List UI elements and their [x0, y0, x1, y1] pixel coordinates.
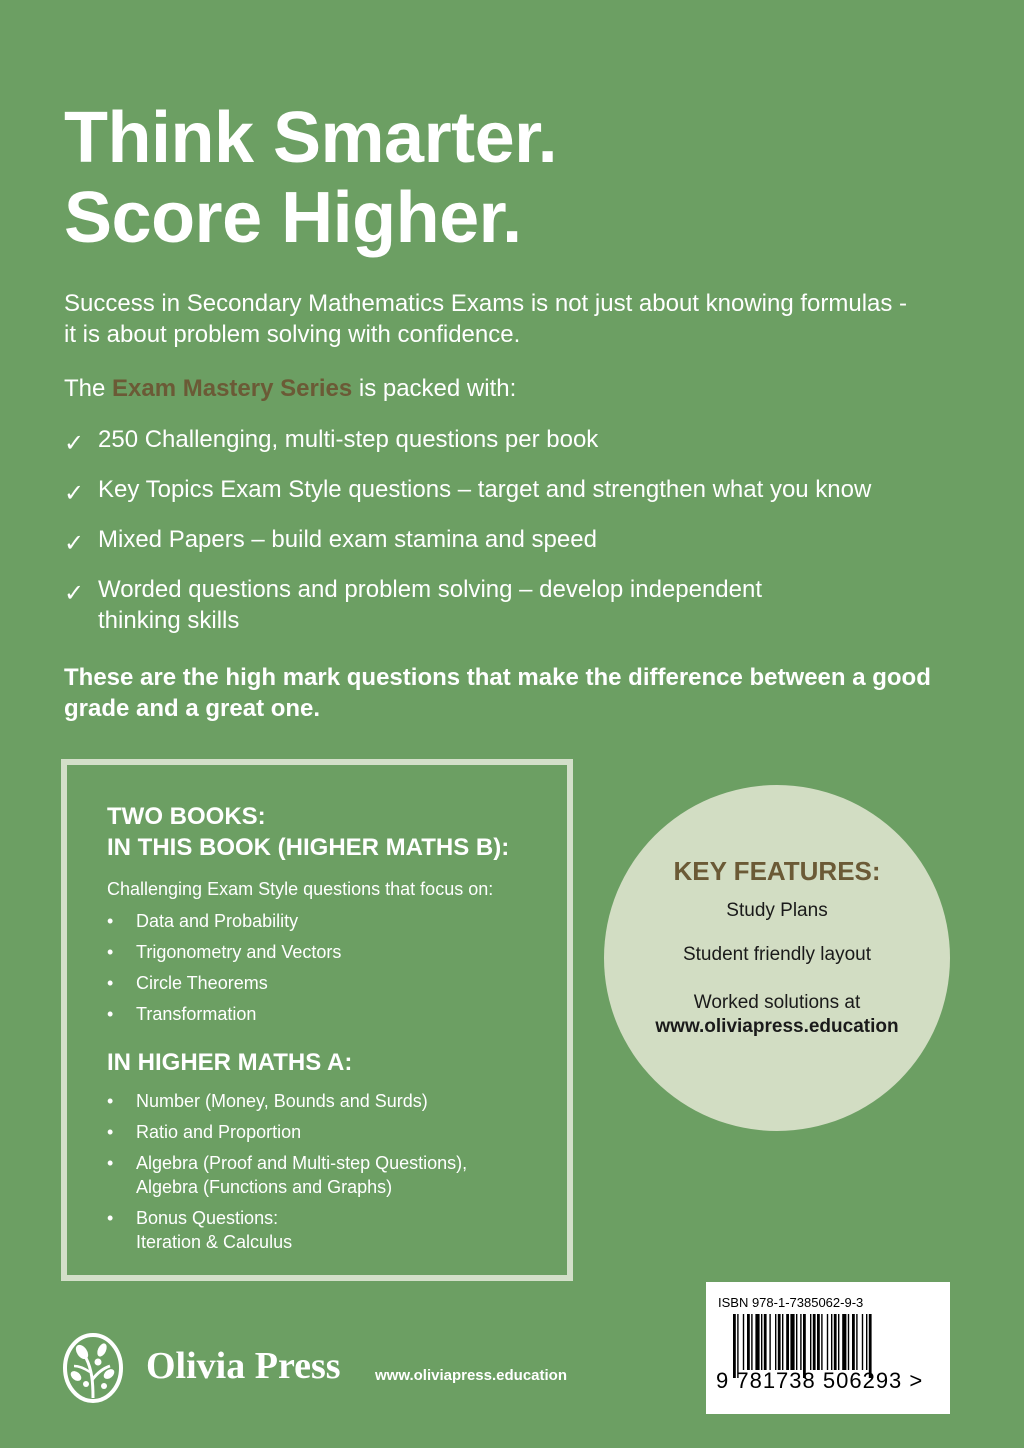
checklist-item	[64, 424, 964, 455]
checklist-item	[64, 524, 964, 555]
bullet-icon: •	[107, 1091, 114, 1111]
key-feature-item: Study Plans	[726, 900, 828, 921]
topic-item	[107, 940, 547, 964]
publisher-name: Olivia Press	[146, 1345, 341, 1387]
barcode-bar	[796, 1314, 797, 1370]
barcode-bar	[769, 1314, 770, 1370]
series-lead-before: The	[64, 375, 113, 402]
barcode-bar	[800, 1314, 801, 1370]
barcode-bar	[817, 1314, 820, 1370]
series-lead	[64, 373, 516, 404]
barcode-bar	[862, 1314, 863, 1370]
key-feature-item: Worked solutions at	[693, 992, 861, 1013]
topic-item-text: Bonus Questions: Iteration & Calculus	[136, 1208, 293, 1252]
bullet-icon: •	[107, 973, 114, 993]
barcode-bar	[778, 1314, 781, 1370]
other-book-heading: IN HIGHER MATHS A:	[107, 1049, 353, 1076]
topic-item-text: Ratio and Proportion	[136, 1122, 302, 1142]
checkmark-icon: ✓	[64, 479, 85, 507]
topic-item	[107, 1206, 336, 1254]
barcode-bar	[786, 1314, 789, 1370]
books-heading-line-2: IN THIS BOOK (HIGHER MATHS B):	[107, 834, 510, 861]
barcode-bar	[834, 1314, 837, 1370]
checkmark-icon: ✓	[64, 579, 85, 607]
books-panel-heading	[107, 801, 509, 863]
barcode-bar	[842, 1314, 846, 1370]
intro-paragraph: Success in Secondary Mathematics Exams is not just about knowing formulas - it is about problem solving with confidence.	[64, 290, 908, 348]
checkmark-icon: ✓	[64, 529, 85, 557]
topic-item-text: Number (Money, Bounds and Surds)	[136, 1091, 428, 1111]
bullet-icon: •	[107, 1122, 114, 1142]
barcode-bar	[751, 1314, 752, 1370]
headline-line-2: Score Higher.	[64, 178, 522, 258]
series-name: Exam Mastery Series	[112, 375, 353, 402]
series-lead-after: is packed with:	[352, 375, 517, 402]
bullet-icon: •	[107, 1153, 114, 1173]
topic-item	[107, 1089, 547, 1113]
barcode-bar	[743, 1314, 744, 1370]
topic-item-text: Algebra (Proof and Multi-step Questions), Algebra (Functions and Graphs)	[136, 1153, 468, 1197]
key-features-website: www.oliviapress.education	[655, 1016, 899, 1037]
isbn-label: ISBN 978-1-7385062-9-3	[718, 1295, 864, 1310]
barcode-bar	[755, 1314, 759, 1370]
topic-item-text: Data and Probability	[136, 911, 299, 931]
topic-item	[107, 1151, 516, 1199]
checklist-item-text: 250 Challenging, multi-step questions per book	[98, 426, 599, 453]
barcode-bar	[775, 1314, 776, 1370]
barcode-bar	[761, 1314, 762, 1370]
barcode-bar	[827, 1314, 828, 1370]
bullet-icon: •	[107, 911, 114, 931]
bullet-icon: •	[107, 942, 114, 962]
barcode-bar	[866, 1314, 867, 1370]
bullet-icon: •	[107, 1004, 114, 1024]
bullet-icon: •	[107, 1208, 114, 1228]
headline	[64, 98, 557, 258]
barcode-bar	[831, 1314, 832, 1370]
this-book-topic-list	[107, 909, 547, 1033]
barcode-bar	[790, 1314, 794, 1370]
key-features-circle	[604, 785, 950, 1131]
topic-item	[107, 1120, 547, 1144]
topic-item-text: Transformation	[136, 1004, 257, 1024]
checklist-item-text: Worded questions and problem solving – develop independent thinking skills	[98, 576, 763, 634]
key-features-title: KEY FEATURES:	[673, 856, 881, 886]
topic-item-text: Circle Theorems	[136, 973, 268, 993]
barcode-bar	[813, 1314, 816, 1370]
barcode-bar	[764, 1314, 767, 1370]
barcode-bar	[821, 1314, 822, 1370]
topic-item	[107, 909, 547, 933]
barcode-bar	[782, 1314, 783, 1370]
barcode-bar	[747, 1314, 750, 1370]
headline-line-1: Think Smarter.	[64, 98, 558, 178]
closing-statement: These are the high mark questions that make the difference between a good grade and a great one.	[64, 664, 931, 722]
books-heading-line-1: TWO BOOKS:	[107, 803, 266, 830]
topic-item-text: Trigonometry and Vectors	[136, 942, 342, 962]
checklist-item-text: Key Topics Exam Style questions – target and strengthen what you know	[98, 476, 872, 503]
topic-item	[107, 971, 547, 995]
barcode-bar	[856, 1314, 857, 1370]
barcode-bar	[848, 1314, 849, 1370]
feature-checklist	[64, 424, 964, 655]
books-panel-intro: Challenging Exam Style questions that focus on:	[107, 879, 494, 899]
topic-item	[107, 1002, 547, 1026]
books-panel	[61, 759, 573, 1281]
checklist-item	[64, 474, 964, 505]
other-book-topic-list	[107, 1089, 547, 1261]
checkmark-icon: ✓	[64, 429, 85, 457]
key-feature-item: Student friendly layout	[682, 944, 871, 965]
barcode-digits: 9 781738 506293 >	[716, 1368, 924, 1393]
checklist-item-text: Mixed Papers – build exam stamina and speed	[98, 526, 597, 553]
publisher-url[interactable]: www.oliviapress.education	[375, 1367, 567, 1384]
barcode-bar	[810, 1314, 811, 1370]
checklist-item	[64, 574, 818, 636]
olivia-press-logo-icon	[62, 1332, 124, 1404]
barcode-bar	[852, 1314, 855, 1370]
barcode-bar	[838, 1314, 839, 1370]
barcode-panel	[706, 1282, 950, 1414]
